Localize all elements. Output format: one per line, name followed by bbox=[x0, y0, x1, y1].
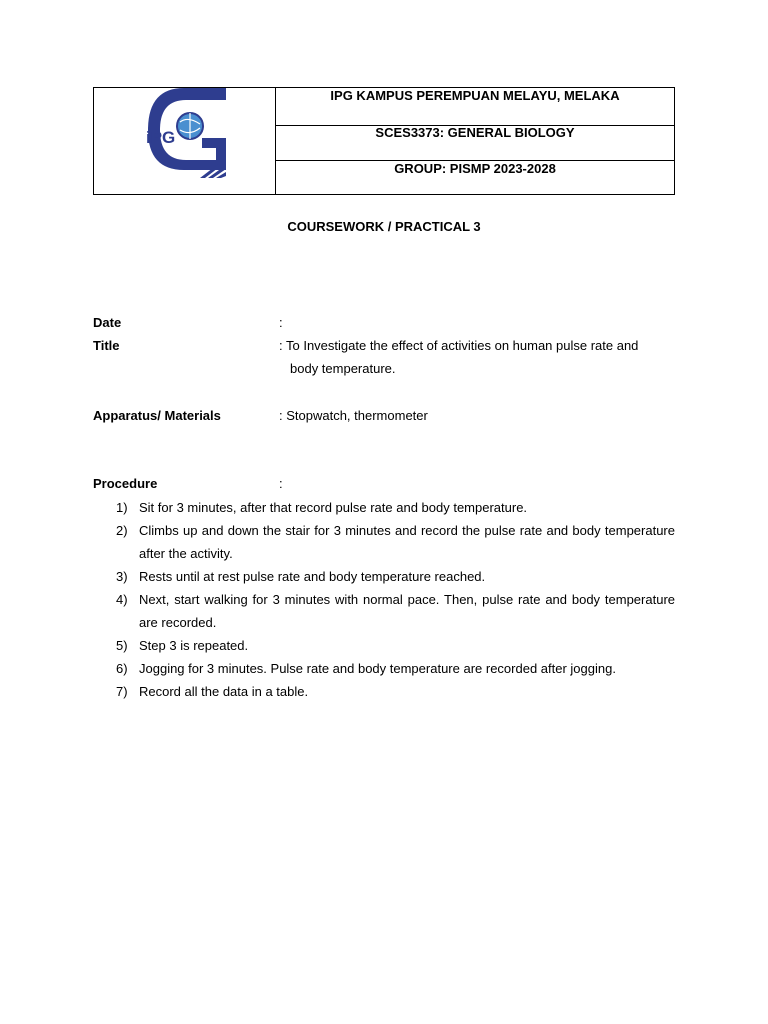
procedure-step bbox=[93, 588, 675, 634]
coursework-title: COURSEWORK / PRACTICAL 3 bbox=[287, 219, 481, 234]
logo-text: iPG bbox=[146, 128, 176, 147]
step-text: Jogging for 3 minutes. Pulse rate and body temperature are recorded after jogging. bbox=[139, 661, 616, 676]
logo-cell bbox=[94, 88, 276, 194]
step-number: 7) bbox=[116, 684, 128, 699]
step-number: 4) bbox=[116, 592, 128, 607]
group-label: GROUP: PISMP 2023-2028 bbox=[276, 160, 674, 194]
title-value-line2: body temperature. bbox=[290, 361, 396, 376]
apparatus-label: Apparatus/ Materials bbox=[93, 408, 221, 423]
info-cell bbox=[276, 88, 674, 194]
step-text: Climbs up and down the stair for 3 minutes and record the pulse rate and body temperature after the activity. bbox=[139, 523, 675, 561]
title-value-line1: : To Investigate the effect of activities on human pulse rate and bbox=[279, 338, 639, 353]
header-table bbox=[93, 87, 675, 195]
ipg-logo-graphic bbox=[144, 88, 226, 178]
step-text: Next, start walking for 3 minutes with normal pace. Then, pulse rate and body temperature are recorded. bbox=[139, 592, 675, 630]
procedure-step bbox=[93, 657, 675, 680]
procedure-value: : bbox=[279, 476, 283, 491]
step-number: 6) bbox=[116, 661, 128, 676]
apparatus-value: : Stopwatch, thermometer bbox=[279, 408, 428, 423]
step-number: 1) bbox=[116, 500, 128, 515]
step-number: 3) bbox=[116, 569, 128, 584]
step-text: Sit for 3 minutes, after that record pulse rate and body temperature. bbox=[139, 500, 528, 515]
ipg-logo bbox=[144, 88, 226, 178]
procedure-step bbox=[93, 634, 675, 657]
institution-name: IPG KAMPUS PEREMPUAN MELAYU, MELAKA bbox=[330, 88, 620, 103]
procedure-step bbox=[93, 519, 675, 565]
procedure-step bbox=[93, 680, 675, 703]
title-label: Title bbox=[93, 338, 120, 353]
step-number: 2) bbox=[116, 523, 128, 538]
step-text: Rests until at rest pulse rate and body temperature reached. bbox=[139, 569, 486, 584]
procedure-list bbox=[93, 496, 675, 703]
date-value: : bbox=[279, 315, 283, 330]
procedure-step bbox=[93, 496, 675, 519]
step-number: 5) bbox=[116, 638, 128, 653]
course-code: SCES3373: GENERAL BIOLOGY bbox=[276, 125, 674, 160]
procedure-label: Procedure bbox=[93, 476, 158, 491]
step-text: Step 3 is repeated. bbox=[139, 638, 249, 653]
date-label: Date bbox=[93, 315, 122, 330]
step-text: Record all the data in a table. bbox=[139, 684, 309, 699]
procedure-step bbox=[93, 565, 675, 588]
